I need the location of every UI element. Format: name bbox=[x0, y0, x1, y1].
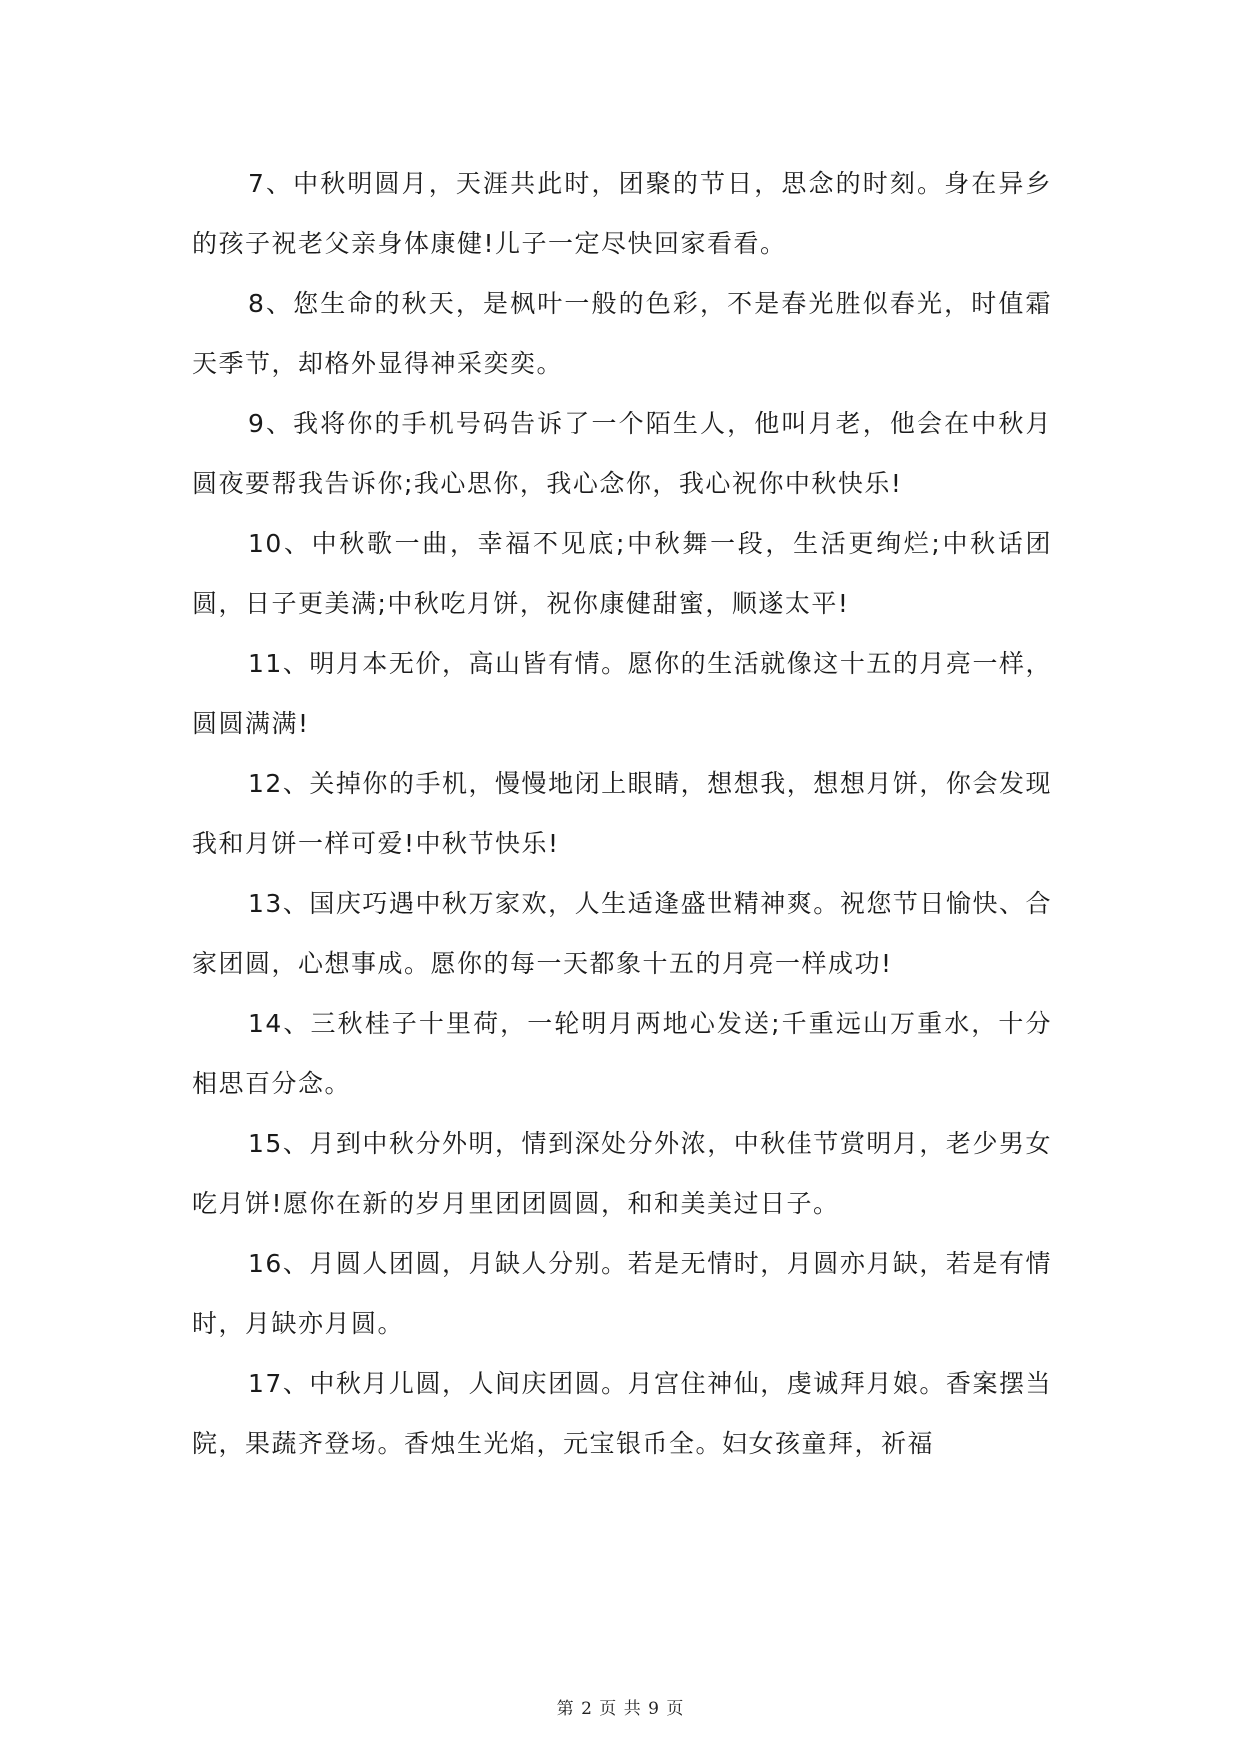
paragraph-14: 14、三秋桂子十里荷，一轮明月两地心发送;千重远山万重水，十分相思百分念。 bbox=[192, 1009, 1052, 1098]
paragraph-8: 8、您生命的秋天，是枫叶一般的色彩，不是春光胜似春光，时值霜天季节，却格外显得神采奕奕。 bbox=[192, 289, 1052, 378]
document-body bbox=[192, 154, 1052, 1474]
paragraph-11: 11、明月本无价，高山皆有情。愿你的生活就像这十五的月亮一样，圆圆满满! bbox=[192, 649, 1052, 738]
paragraph-17: 17、中秋月儿圆，人间庆团圆。月宫住神仙，虔诚拜月娘。香案摆当院，果蔬齐登场。香烛生光焰，元宝银币全。妇女孩童拜，祈福 bbox=[192, 1369, 1052, 1458]
paragraph-15: 15、月到中秋分外明，情到深处分外浓，中秋佳节赏明月，老少男女吃月饼!愿你在新的岁月里团团圆圆，和和美美过日子。 bbox=[192, 1129, 1052, 1218]
paragraph-9: 9、我将你的手机号码告诉了一个陌生人，他叫月老，他会在中秋月圆夜要帮我告诉你;我心思你，我心念你，我心祝你中秋快乐! bbox=[192, 409, 1052, 498]
paragraph-10: 10、中秋歌一曲，幸福不见底;中秋舞一段，生活更绚烂;中秋话团圆，日子更美满;中秋吃月饼，祝你康健甜蜜，顺遂太平! bbox=[192, 529, 1052, 618]
paragraph-7: 7、中秋明圆月，天涯共此时，团聚的节日，思念的时刻。身在异乡的孩子祝老父亲身体康健!儿子一定尽快回家看看。 bbox=[192, 169, 1052, 258]
paragraph-16: 16、月圆人团圆，月缺人分别。若是无情时，月圆亦月缺，若是有情时，月缺亦月圆。 bbox=[192, 1249, 1052, 1338]
paragraph-12: 12、关掉你的手机，慢慢地闭上眼睛，想想我，想想月饼，你会发现我和月饼一样可爱!中秋节快乐! bbox=[192, 769, 1052, 858]
paragraph-13: 13、国庆巧遇中秋万家欢，人生适逢盛世精神爽。祝您节日愉快、合家团圆，心想事成。愿你的每一天都象十五的月亮一样成功! bbox=[192, 889, 1052, 978]
page-number-footer: 第 2 页 共 9 页 bbox=[556, 1699, 685, 1719]
